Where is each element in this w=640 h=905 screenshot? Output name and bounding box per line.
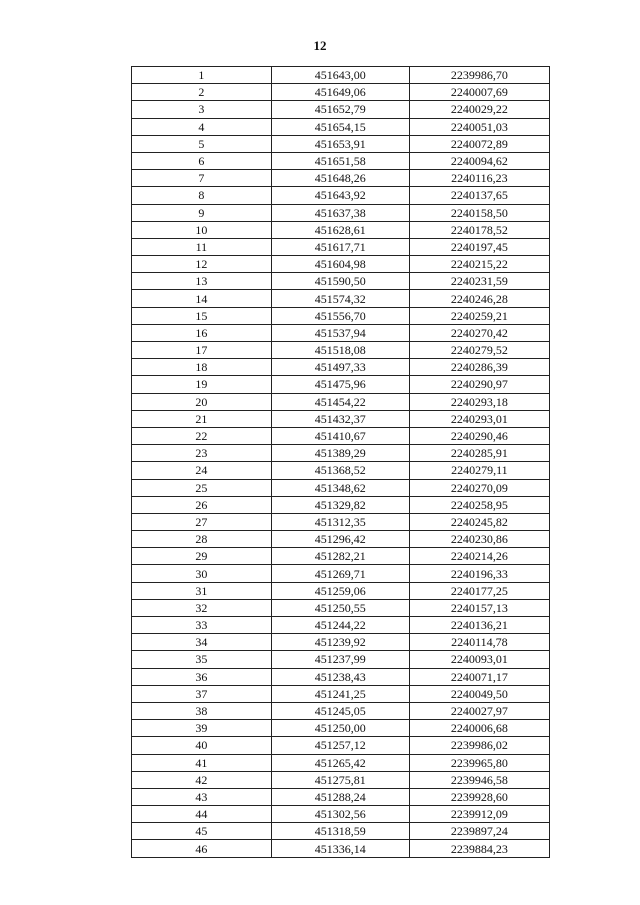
table-row — [132, 513, 550, 530]
y-coordinate-cell: 2240246,28 — [409, 290, 549, 307]
x-coordinate-cell: 451302,56 — [271, 806, 409, 823]
point-number-cell: 33 — [132, 617, 272, 634]
y-coordinate-cell: 2240177,25 — [409, 582, 549, 599]
point-number-cell: 45 — [132, 823, 272, 840]
y-coordinate-cell: 2240051,03 — [409, 118, 549, 135]
x-coordinate-cell: 451537,94 — [271, 324, 409, 341]
coordinates-table — [131, 66, 550, 858]
point-number-cell: 44 — [132, 806, 272, 823]
point-number-cell: 27 — [132, 513, 272, 530]
x-coordinate-cell: 451556,70 — [271, 307, 409, 324]
point-number-cell: 30 — [132, 565, 272, 582]
x-coordinate-cell: 451275,81 — [271, 771, 409, 788]
x-coordinate-cell: 451250,00 — [271, 720, 409, 737]
point-number-cell: 46 — [132, 840, 272, 857]
point-number-cell: 13 — [132, 273, 272, 290]
point-number-cell: 3 — [132, 101, 272, 118]
x-coordinate-cell: 451590,50 — [271, 273, 409, 290]
point-number-cell: 20 — [132, 393, 272, 410]
table-row — [132, 427, 550, 444]
table-row — [132, 840, 550, 857]
table-row — [132, 445, 550, 462]
y-coordinate-cell: 2239986,02 — [409, 737, 549, 754]
x-coordinate-cell: 451238,43 — [271, 668, 409, 685]
point-number-cell: 10 — [132, 221, 272, 238]
x-coordinate-cell: 451318,59 — [271, 823, 409, 840]
table-row — [132, 668, 550, 685]
table-row — [132, 393, 550, 410]
x-coordinate-cell: 451259,06 — [271, 582, 409, 599]
x-coordinate-cell: 451574,32 — [271, 290, 409, 307]
y-coordinate-cell: 2240286,39 — [409, 359, 549, 376]
point-number-cell: 43 — [132, 788, 272, 805]
y-coordinate-cell: 2239928,60 — [409, 788, 549, 805]
y-coordinate-cell: 2240007,69 — [409, 84, 549, 101]
x-coordinate-cell: 451265,42 — [271, 754, 409, 771]
y-coordinate-cell: 2240197,45 — [409, 238, 549, 255]
y-coordinate-cell: 2240093,01 — [409, 651, 549, 668]
y-coordinate-cell: 2240137,65 — [409, 187, 549, 204]
x-coordinate-cell: 451269,71 — [271, 565, 409, 582]
point-number-cell: 37 — [132, 685, 272, 702]
y-coordinate-cell: 2240290,46 — [409, 427, 549, 444]
y-coordinate-cell: 2240136,21 — [409, 617, 549, 634]
point-number-cell: 2 — [132, 84, 272, 101]
point-number-cell: 6 — [132, 152, 272, 169]
y-coordinate-cell: 2240157,13 — [409, 599, 549, 616]
table-row — [132, 702, 550, 719]
table-row — [132, 634, 550, 651]
y-coordinate-cell: 2240071,17 — [409, 668, 549, 685]
table-row — [132, 737, 550, 754]
table-row — [132, 617, 550, 634]
y-coordinate-cell: 2240049,50 — [409, 685, 549, 702]
x-coordinate-cell: 451643,00 — [271, 67, 409, 84]
point-number-cell: 41 — [132, 754, 272, 771]
table-row — [132, 496, 550, 513]
point-number-cell: 8 — [132, 187, 272, 204]
x-coordinate-cell: 451250,55 — [271, 599, 409, 616]
table-row — [132, 118, 550, 135]
table-row — [132, 479, 550, 496]
x-coordinate-cell: 451651,58 — [271, 152, 409, 169]
point-number-cell: 22 — [132, 427, 272, 444]
x-coordinate-cell: 451389,29 — [271, 445, 409, 462]
x-coordinate-cell: 451241,25 — [271, 685, 409, 702]
x-coordinate-cell: 451454,22 — [271, 393, 409, 410]
y-coordinate-cell: 2240279,11 — [409, 462, 549, 479]
point-number-cell: 19 — [132, 376, 272, 393]
x-coordinate-cell: 451617,71 — [271, 238, 409, 255]
y-coordinate-cell: 2240293,01 — [409, 410, 549, 427]
point-number-cell: 38 — [132, 702, 272, 719]
table-row — [132, 152, 550, 169]
point-number-cell: 35 — [132, 651, 272, 668]
y-coordinate-cell: 2239912,09 — [409, 806, 549, 823]
y-coordinate-cell: 2240270,09 — [409, 479, 549, 496]
point-number-cell: 15 — [132, 307, 272, 324]
y-coordinate-cell: 2240094,62 — [409, 152, 549, 169]
point-number-cell: 39 — [132, 720, 272, 737]
table-row — [132, 685, 550, 702]
point-number-cell: 14 — [132, 290, 272, 307]
y-coordinate-cell: 2240231,59 — [409, 273, 549, 290]
x-coordinate-cell: 451643,92 — [271, 187, 409, 204]
table-row — [132, 771, 550, 788]
x-coordinate-cell: 451237,99 — [271, 651, 409, 668]
table-row — [132, 187, 550, 204]
x-coordinate-cell: 451245,05 — [271, 702, 409, 719]
table-row — [132, 410, 550, 427]
y-coordinate-cell: 2240196,33 — [409, 565, 549, 582]
x-coordinate-cell: 451296,42 — [271, 531, 409, 548]
x-coordinate-cell: 451410,67 — [271, 427, 409, 444]
table-row — [132, 582, 550, 599]
y-coordinate-cell: 2240027,97 — [409, 702, 549, 719]
point-number-cell: 23 — [132, 445, 272, 462]
point-number-cell: 18 — [132, 359, 272, 376]
table-row — [132, 67, 550, 84]
table-row — [132, 359, 550, 376]
point-number-cell: 26 — [132, 496, 272, 513]
table-row — [132, 342, 550, 359]
x-coordinate-cell: 451288,24 — [271, 788, 409, 805]
x-coordinate-cell: 451654,15 — [271, 118, 409, 135]
table-row — [132, 307, 550, 324]
table-row — [132, 204, 550, 221]
y-coordinate-cell: 2240285,91 — [409, 445, 549, 462]
point-number-cell: 28 — [132, 531, 272, 548]
x-coordinate-cell: 451329,82 — [271, 496, 409, 513]
x-coordinate-cell: 451239,92 — [271, 634, 409, 651]
y-coordinate-cell: 2240158,50 — [409, 204, 549, 221]
x-coordinate-cell: 451604,98 — [271, 256, 409, 273]
y-coordinate-cell: 2240215,22 — [409, 256, 549, 273]
table-row — [132, 462, 550, 479]
point-number-cell: 25 — [132, 479, 272, 496]
table-row — [132, 531, 550, 548]
point-number-cell: 5 — [132, 135, 272, 152]
point-number-cell: 16 — [132, 324, 272, 341]
y-coordinate-cell: 2240029,22 — [409, 101, 549, 118]
x-coordinate-cell: 451648,26 — [271, 170, 409, 187]
x-coordinate-cell: 451368,52 — [271, 462, 409, 479]
point-number-cell: 7 — [132, 170, 272, 187]
table-row — [132, 290, 550, 307]
point-number-cell: 24 — [132, 462, 272, 479]
y-coordinate-cell: 2240214,26 — [409, 548, 549, 565]
table-row — [132, 599, 550, 616]
y-coordinate-cell: 2240290,97 — [409, 376, 549, 393]
table-row — [132, 135, 550, 152]
y-coordinate-cell: 2240072,89 — [409, 135, 549, 152]
coordinates-table-body — [132, 67, 550, 858]
table-row — [132, 273, 550, 290]
x-coordinate-cell: 451312,35 — [271, 513, 409, 530]
x-coordinate-cell: 451652,79 — [271, 101, 409, 118]
table-row — [132, 376, 550, 393]
point-number-cell: 42 — [132, 771, 272, 788]
table-row — [132, 565, 550, 582]
table-row — [132, 170, 550, 187]
point-number-cell: 40 — [132, 737, 272, 754]
table-row — [132, 221, 550, 238]
x-coordinate-cell: 451336,14 — [271, 840, 409, 857]
point-number-cell: 34 — [132, 634, 272, 651]
point-number-cell: 4 — [132, 118, 272, 135]
y-coordinate-cell: 2240245,82 — [409, 513, 549, 530]
table-row — [132, 548, 550, 565]
y-coordinate-cell: 2240230,86 — [409, 531, 549, 548]
x-coordinate-cell: 451628,61 — [271, 221, 409, 238]
y-coordinate-cell: 2239986,70 — [409, 67, 549, 84]
x-coordinate-cell: 451653,91 — [271, 135, 409, 152]
x-coordinate-cell: 451244,22 — [271, 617, 409, 634]
point-number-cell: 9 — [132, 204, 272, 221]
y-coordinate-cell: 2240006,68 — [409, 720, 549, 737]
table-row — [132, 101, 550, 118]
x-coordinate-cell: 451475,96 — [271, 376, 409, 393]
table-row — [132, 788, 550, 805]
point-number-cell: 32 — [132, 599, 272, 616]
x-coordinate-cell: 451497,33 — [271, 359, 409, 376]
x-coordinate-cell: 451282,21 — [271, 548, 409, 565]
table-row — [132, 324, 550, 341]
point-number-cell: 31 — [132, 582, 272, 599]
y-coordinate-cell: 2239897,24 — [409, 823, 549, 840]
x-coordinate-cell: 451432,37 — [271, 410, 409, 427]
y-coordinate-cell: 2239946,58 — [409, 771, 549, 788]
y-coordinate-cell: 2240279,52 — [409, 342, 549, 359]
table-row — [132, 754, 550, 771]
x-coordinate-cell: 451257,12 — [271, 737, 409, 754]
point-number-cell: 21 — [132, 410, 272, 427]
page-number: 12 — [313, 38, 327, 53]
y-coordinate-cell: 2240259,21 — [409, 307, 549, 324]
x-coordinate-cell: 451649,06 — [271, 84, 409, 101]
y-coordinate-cell: 2240116,23 — [409, 170, 549, 187]
point-number-cell: 29 — [132, 548, 272, 565]
x-coordinate-cell: 451518,08 — [271, 342, 409, 359]
table-row — [132, 256, 550, 273]
y-coordinate-cell: 2240114,78 — [409, 634, 549, 651]
table-row — [132, 238, 550, 255]
point-number-cell: 36 — [132, 668, 272, 685]
table-row — [132, 651, 550, 668]
table-row — [132, 84, 550, 101]
x-coordinate-cell: 451348,62 — [271, 479, 409, 496]
point-number-cell: 1 — [132, 67, 272, 84]
y-coordinate-cell: 2239884,23 — [409, 840, 549, 857]
y-coordinate-cell: 2240270,42 — [409, 324, 549, 341]
table-row — [132, 823, 550, 840]
point-number-cell: 12 — [132, 256, 272, 273]
point-number-cell: 17 — [132, 342, 272, 359]
table-row — [132, 720, 550, 737]
y-coordinate-cell: 2239965,80 — [409, 754, 549, 771]
point-number-cell: 11 — [132, 238, 272, 255]
table-row — [132, 806, 550, 823]
y-coordinate-cell: 2240258,95 — [409, 496, 549, 513]
y-coordinate-cell: 2240293,18 — [409, 393, 549, 410]
y-coordinate-cell: 2240178,52 — [409, 221, 549, 238]
x-coordinate-cell: 451637,38 — [271, 204, 409, 221]
